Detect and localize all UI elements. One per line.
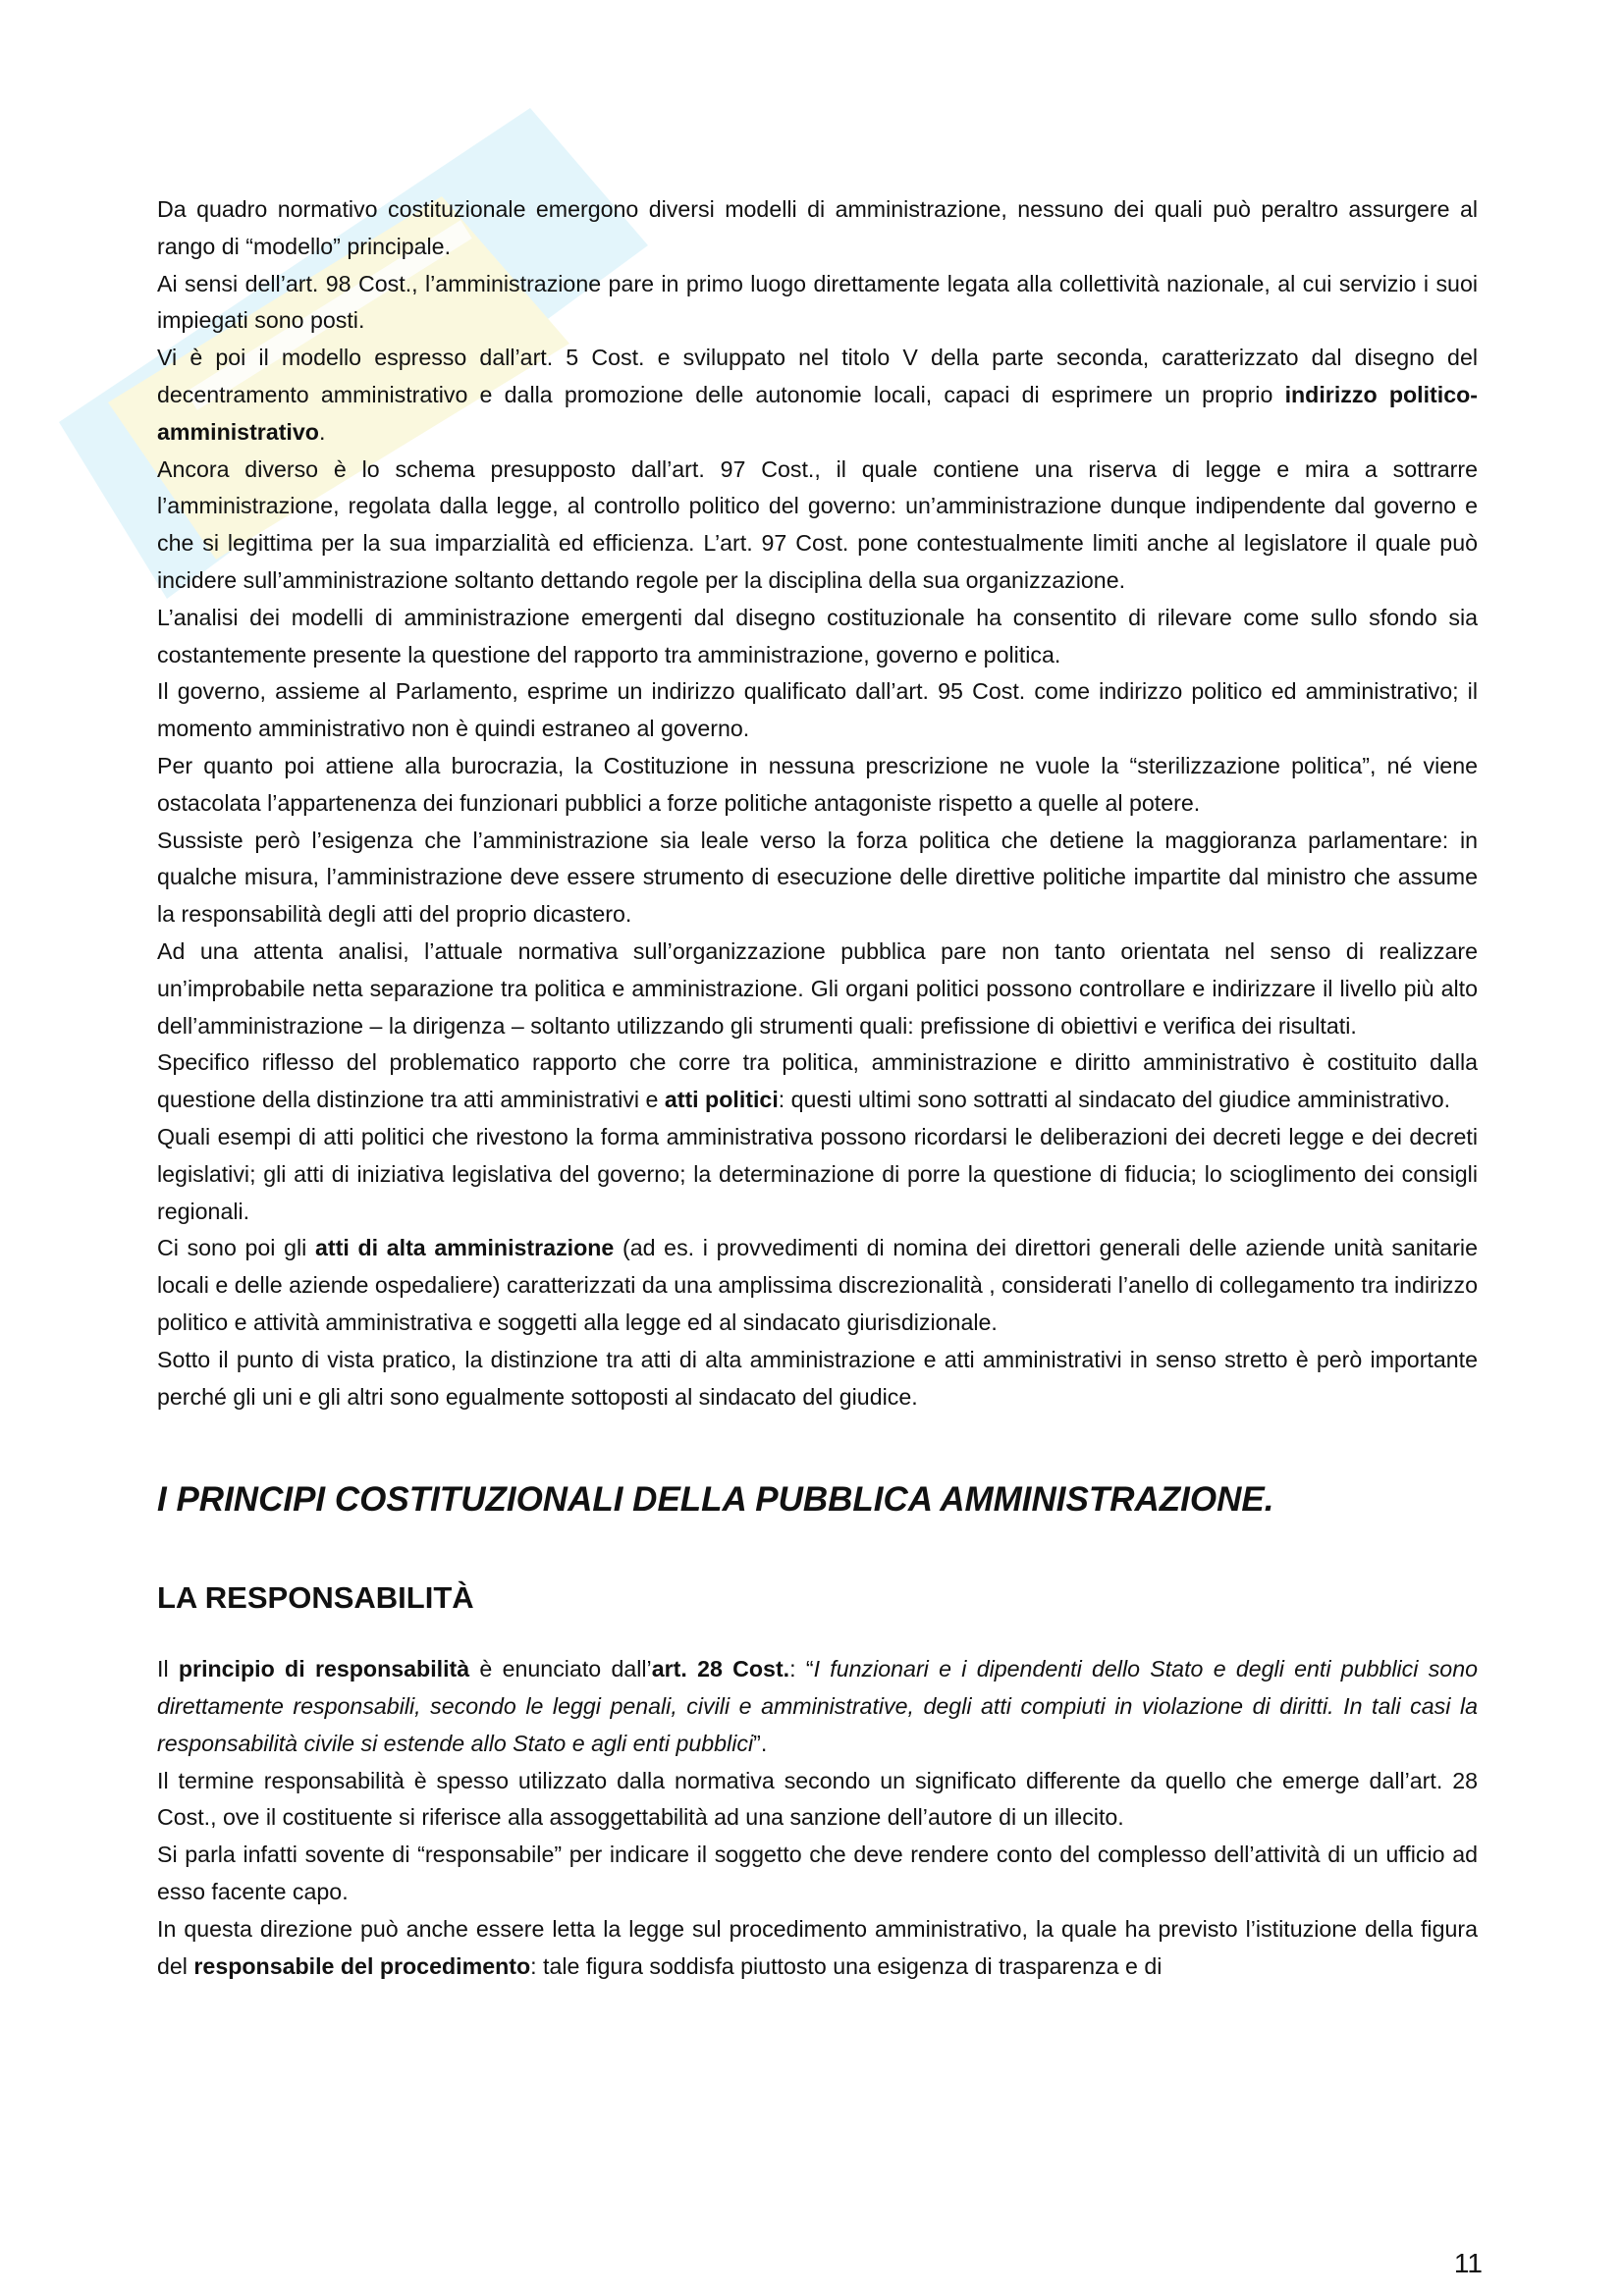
responsabilita-paragraph-4 <box>157 1911 1478 1986</box>
bold-term-politico-amministrativo: politico-amministrativo <box>157 381 1478 445</box>
paragraph-6: Il governo, assieme al Parlamento, esprime un indirizzo qualificato dall’art. 95 Cost. come indirizzo politico ed amministrativo; il momento amministrativo non è quindi estraneo al governo. <box>157 678 1478 742</box>
bold-term-atti-alta-amministrazione: atti di alta amministrazione <box>315 1235 615 1261</box>
paragraph-1: Da quadro normativo costituzionale emergono diversi modelli di amministrazione, nessuno dei quali può peraltro assurgere al rango di “modello” principale. <box>157 196 1478 259</box>
page-number: 11 <box>1453 2248 1483 2278</box>
bold-term-indirizzo: indirizzo <box>1284 381 1378 407</box>
resp-p4-b: : tale figura soddisfa piuttosto una esigenza di trasparenza e di <box>530 1952 1163 1979</box>
bold-term-art-28: art. 28 Cost. <box>651 1656 790 1682</box>
subsection-title: LA RESPONSABILITÀ <box>157 1580 474 1616</box>
paragraph-9: Ad una attenta analisi, l’attuale normativa sull’organizzazione pubblica pare non tanto orientata nel senso di realizzare un’improbabile netta separazione tra politica e amministrazione. Gli organi politici possono controllare e indirizzare il livello più alto dell’amministrazione – la dirigenza – soltanto utilizzando gli strumenti quali: prefissione di obiettivi e verifica dei risultati. <box>157 937 1478 1039</box>
paragraph-12-text: (ad es. i provvedimenti di nomina dei direttori generali delle aziende unità sanitarie locali e delle aziende ospedaliere) caratterizzati da una amplissima discrezionalità , considerati l’anello di collegamento tra indirizzo politico e attività amministrativa e soggetti alla legge ed al sindacato giurisdizionale. <box>157 1235 1478 1335</box>
bold-term-atti-politici: atti politici <box>664 1087 779 1113</box>
paragraph-12-start: Ci sono poi gli <box>157 1235 307 1261</box>
paragraph-3 <box>157 340 1478 451</box>
paragraph-5: L’analisi dei modelli di amministrazione emergenti dal disegno costituzionale ha consentito di rilevare come sullo sfondo sia costantemente presente la questione del rapporto tra amministrazione, governo e politica. <box>157 604 1478 667</box>
paragraph-8: Sussiste però l’esigenza che l’amministrazione sia leale verso la forza politica che detiene la maggioranza parlamentare: in qualche misura, l’amministrazione deve essere strumento di esecuzione delle direttive politiche impartite dal ministro che assume la responsabilità degli atti del proprio dicastero. <box>157 827 1478 928</box>
paragraph-11: Quali esempi di atti politici che rivestono la forma amministrativa possono ricordarsi le deliberazioni dei decreti legge e dei decreti legislativi; gli atti di iniziativa legislativa del governo; la determinazione di porre la questione di fiducia; lo scioglimento dei consigli regionali. <box>157 1123 1478 1224</box>
bold-term-responsabile-procedimento: responsabile del procedimento <box>193 1952 531 1979</box>
responsabilita-paragraph-3: Si parla infatti sovente di “responsabile” per indicare il soggetto che deve rendere conto del complesso dell’attività di un ufficio ad esso facente capo. <box>157 1842 1478 1905</box>
art-28-quote: I funzionari e i dipendenti dello Stato e degli enti pubblici sono direttamente responsabili, secondo le leggi penali, civili e amministrative, degli atti compiuti in violazione di diritti. In tali casi la responsabilità civile si estende allo Stato e agli enti pubblici <box>157 1656 1478 1756</box>
paragraph-10 <box>157 1044 1478 1119</box>
resp-p4-a: In questa direzione può anche essere letta la legge sul procedimento amministrativo, la quale ha previsto l’istituzione della figura del <box>157 1915 1478 1979</box>
paragraph-13: Sotto il punto di vista pratico, la distinzione tra atti di alta amministrazione e atti amministrativi in senso stretto è però importante perché gli uni e gli altri sono egualmente sottoposti al sindacato del giudice. <box>157 1346 1478 1410</box>
paragraph-4: Ancora diverso è lo schema presupposto dall’art. 97 Cost., il quale contiene una riserva di legge e mira a sottrarre l’amministrazione, regolata dalla legge, al controllo politico del governo: un’amministrazione dunque indipendente dal governo e che si legittima per la sua imparzialità ed efficienza. L’art. 97 Cost. pone contestualmente limiti anche al legislatore il quale può incidere sull’amministrazione soltanto dettando regole per la disciplina della sua organizzazione. <box>157 455 1478 593</box>
responsabilita-paragraph-1 <box>157 1651 1478 1762</box>
document-body <box>157 191 1478 1985</box>
resp-p1-a: Il <box>157 1656 169 1682</box>
responsabilita-paragraph-2: Il termine responsabilità è spesso utilizzato dalla normativa secondo un significato differente da quello che emerge dall’art. 28 Cost., ove il costituente si riferisce alla assoggettabilità ad una sanzione dell’autore di un illecito. <box>157 1767 1478 1831</box>
paragraph-12 <box>157 1230 1478 1341</box>
paragraph-3-text: Vi è poi il modello espresso dall’art. 5 Cost. e sviluppato nel titolo V della parte seconda, caratterizzato dal disegno del decentramento amministrativo e dalla promozione delle autonomie locali, capaci di esprimere un proprio <box>157 345 1478 407</box>
resp-p1-b: è enunciato dall’ <box>469 1656 652 1682</box>
resp-p1-c: : “ <box>789 1656 814 1682</box>
paragraph-10-text: Specifico riflesso del problematico rapporto che corre tra politica, amministrazione e diritto amministrativo è costituito dalla questione della distinzione tra atti amministrativi e <box>157 1049 1478 1113</box>
section-title: I PRINCIPI COSTITUZIONALI DELLA PUBBLICA AMMINISTRAZIONE. <box>157 1480 1274 1520</box>
paragraph-7: Per quanto poi attiene alla burocrazia, la Costituzione in nessuna prescrizione ne vuole la “sterilizzazione politica”, né viene ostacolata l’appartenenza dei funzionari pubblici a forze politiche antagoniste rispetto a quelle al potere. <box>157 752 1478 816</box>
paragraph-10-end: : questi ultimi sono sottratti al sindacato del giudice amministrativo. <box>778 1087 1451 1113</box>
paragraph-2: Ai sensi dell’art. 98 Cost., l’amministrazione pare in primo luogo direttamente legata alla collettività nazionale, al cui servizio i suoi impiegati sono posti. <box>157 270 1478 334</box>
paragraph-3-end: . <box>318 418 326 445</box>
resp-p1-end: ”. <box>753 1730 768 1756</box>
bold-term-principio-responsabilita: principio di responsabilità <box>178 1656 470 1682</box>
